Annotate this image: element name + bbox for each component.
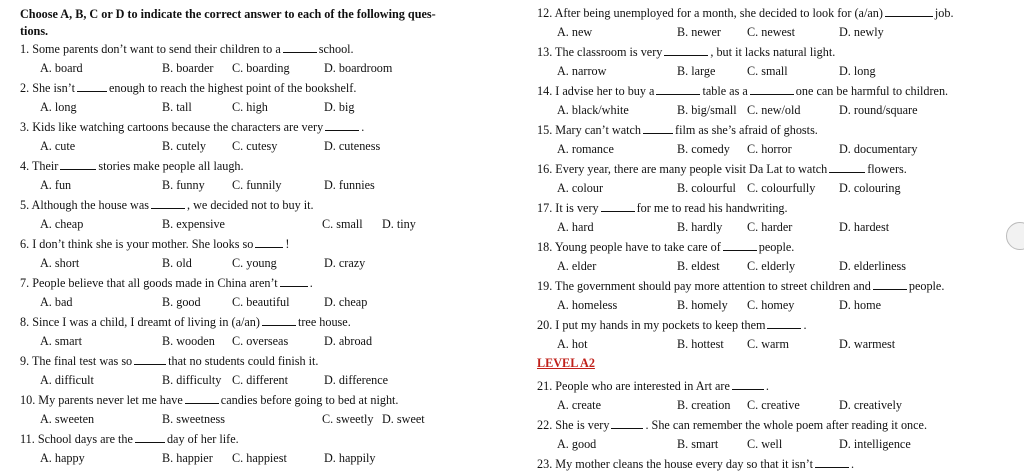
option-c[interactable]: C. overseas [232, 334, 289, 348]
option-c[interactable]: C. young [232, 256, 277, 270]
question-text-part: 13. The classroom is very [537, 45, 663, 59]
option-d[interactable]: D. colouring [839, 181, 901, 195]
option-d[interactable]: D. documentary [839, 142, 918, 156]
question-text-part: . [850, 457, 855, 471]
question-text-part: people. [908, 279, 945, 293]
option-a[interactable]: A. cheap [40, 217, 84, 231]
option-a[interactable]: A. good [557, 437, 597, 451]
question-2 [20, 80, 356, 96]
option-c[interactable]: C. happiest [232, 451, 287, 465]
question-text-part: that no students could finish it. [168, 354, 319, 368]
option-d[interactable]: D. round/square [839, 103, 918, 117]
question-10 [20, 392, 398, 408]
option-b[interactable]: B. old [162, 256, 192, 270]
answer-blank[interactable] [643, 122, 673, 134]
option-d[interactable]: D. hardest [839, 220, 890, 234]
option-d[interactable]: D. cheap [324, 295, 368, 309]
option-b[interactable]: B. smart [677, 437, 719, 451]
question-text-part: 1. Some parents don’t want to send their children to a [20, 42, 281, 56]
option-c[interactable]: C. newest [747, 25, 796, 39]
option-a[interactable]: A. bad [40, 295, 73, 309]
answer-blank[interactable] [767, 317, 801, 329]
question-text-part: 12. After being unemployed for a month, she decided to look for (a/an) [537, 6, 883, 20]
option-b[interactable]: B. boarder [162, 61, 214, 75]
question-text-part: 14. I advise her to buy a [537, 84, 655, 98]
question-13 [537, 44, 835, 60]
answer-blank[interactable] [255, 236, 283, 248]
question-text-part: . She can remember the whole poem after reading it once. [645, 418, 928, 432]
option-c[interactable]: C. homey [747, 298, 795, 312]
question-8 [20, 314, 351, 330]
option-c[interactable]: C. beautiful [232, 295, 290, 309]
option-b[interactable]: B. funny [162, 178, 205, 192]
answer-blank[interactable] [151, 197, 185, 209]
question-9 [20, 353, 318, 369]
question-text-part: 11. School days are the [20, 432, 133, 446]
option-b[interactable]: B. hardly [677, 220, 723, 234]
option-a[interactable]: A. new [557, 25, 593, 39]
answer-blank[interactable] [885, 5, 933, 17]
option-b[interactable]: B. hottest [677, 337, 724, 351]
option-b[interactable]: B. expensive [162, 217, 225, 231]
option-d[interactable]: D. happily [324, 451, 376, 465]
question-20 [537, 317, 807, 333]
question-text-part: 18. Young people have to take care of [537, 240, 721, 254]
option-a[interactable]: A. narrow [557, 64, 607, 78]
option-c[interactable]: C. well [747, 437, 783, 451]
option-b[interactable]: B. good [162, 295, 201, 309]
answer-blank[interactable] [283, 41, 317, 53]
question-text-part: 9. The final test was so [20, 354, 133, 368]
option-a[interactable]: A. board [40, 61, 83, 75]
option-d[interactable]: D. funnies [324, 178, 375, 192]
answer-blank[interactable] [723, 239, 757, 251]
answer-blank[interactable] [611, 417, 643, 429]
question-23 [537, 456, 854, 472]
scroll-edge-handle[interactable] [1006, 222, 1024, 250]
option-d[interactable]: D. elderliness [839, 259, 907, 273]
question-text-part: 17. It is very [537, 201, 599, 215]
answer-blank[interactable] [656, 83, 700, 95]
option-a[interactable]: A. romance [557, 142, 614, 156]
question-text-part: for me to read his handwriting. [636, 201, 788, 215]
question-6 [20, 236, 289, 252]
question-text-part: 10. My parents never let me have [20, 393, 183, 407]
question-text-part: 5. Although the house was [20, 198, 149, 212]
question-19 [537, 278, 944, 294]
question-text-part: . [309, 276, 313, 290]
question-text-part: . [765, 379, 769, 393]
answer-blank[interactable] [185, 392, 219, 404]
option-a[interactable]: A. hot [557, 337, 588, 351]
option-b[interactable]: B. large [677, 64, 716, 78]
question-18 [537, 239, 794, 255]
option-a[interactable]: A. long [40, 100, 77, 114]
option-b[interactable]: B. sweetness [162, 412, 225, 426]
option-a[interactable]: A. fun [40, 178, 72, 192]
question-text-part: 8. Since I was a child, I dreamt of living in (a/an) [20, 315, 260, 329]
option-d[interactable]: D. abroad [324, 334, 373, 348]
answer-blank[interactable] [601, 200, 635, 212]
option-b[interactable]: B. colourful [677, 181, 736, 195]
option-c[interactable]: C. different [232, 373, 288, 387]
instructions-line-1: Choose A, B, C or D to indicate the correct answer to each of the following ques- [20, 7, 436, 21]
question-text-part: tree house. [297, 315, 351, 329]
question-12 [537, 5, 954, 21]
option-c[interactable]: C. funnily [232, 178, 282, 192]
option-b[interactable]: B. difficulty [162, 373, 222, 387]
option-a[interactable]: A. short [40, 256, 80, 270]
instructions-line-2: tions. [20, 24, 49, 38]
option-d[interactable]: D. creatively [839, 398, 902, 412]
option-b[interactable]: B. newer [677, 25, 721, 39]
question-text-part: one can be harmful to children. [795, 84, 949, 98]
question-text-part: film as she’s afraid of ghosts. [675, 123, 818, 137]
question-1 [20, 41, 354, 57]
option-c[interactable]: C. boarding [232, 61, 290, 75]
question-text-part: 2. She isn’t [20, 81, 75, 95]
question-3 [20, 119, 364, 135]
answer-blank[interactable] [262, 314, 296, 326]
question-text-part: 4. Their [20, 159, 59, 173]
answer-blank[interactable] [664, 44, 708, 56]
question-text-part: flowers. [867, 162, 907, 176]
question-5 [20, 197, 314, 213]
option-c[interactable]: C. creative [747, 398, 800, 412]
option-a[interactable]: A. sweeten [40, 412, 95, 426]
answer-blank[interactable] [732, 378, 764, 390]
question-text-part: people. [758, 240, 795, 254]
question-4 [20, 158, 244, 174]
option-b[interactable]: B. comedy [677, 142, 730, 156]
answer-blank[interactable] [134, 353, 166, 365]
option-b[interactable]: B. eldest [677, 259, 720, 273]
option-b[interactable]: B. wooden [162, 334, 215, 348]
option-d[interactable]: D. sweet [382, 412, 425, 426]
question-text-part: day of her life. [166, 432, 239, 446]
question-21 [537, 378, 769, 394]
answer-blank[interactable] [60, 158, 96, 170]
question-text-part: 21. People who are interested in Art are [537, 379, 730, 393]
option-a[interactable]: A. cute [40, 139, 76, 153]
option-d[interactable]: D. boardroom [324, 61, 393, 75]
question-text-part: stories make people all laugh. [98, 159, 244, 173]
option-d[interactable]: D. big [324, 100, 355, 114]
question-text-part: 23. My mother cleans the house every day so that it isn’t [537, 457, 813, 471]
answer-blank[interactable] [280, 275, 308, 287]
option-a[interactable]: A. smart [40, 334, 82, 348]
option-b[interactable]: B. big/small [677, 103, 737, 117]
option-b[interactable]: B. happier [162, 451, 213, 465]
option-c[interactable]: C. new/old [747, 103, 801, 117]
answer-blank[interactable] [873, 278, 907, 290]
question-text-part: , we decided not to buy it. [186, 198, 314, 212]
question-text-part: job. [934, 6, 954, 20]
option-c[interactable]: C. high [232, 100, 268, 114]
question-text-part: 20. I put my hands in my pockets to keep them [537, 318, 766, 332]
question-text-part: 19. The government should pay more attention to street children and [537, 279, 871, 293]
answer-blank[interactable] [135, 431, 165, 443]
question-text-part: ! [285, 237, 290, 251]
option-a[interactable]: A. black/white [557, 103, 629, 117]
option-a[interactable]: A. homeless [557, 298, 618, 312]
question-7 [20, 275, 313, 291]
question-15 [537, 122, 818, 138]
option-b[interactable]: B. cutely [162, 139, 207, 153]
option-a[interactable]: A. colour [557, 181, 604, 195]
option-c[interactable]: C. elderly [747, 259, 796, 273]
option-c[interactable]: C. harder [747, 220, 793, 234]
option-c[interactable]: C. cutesy [232, 139, 278, 153]
option-b[interactable]: B. tall [162, 100, 192, 114]
answer-blank[interactable] [829, 161, 865, 173]
question-11 [20, 431, 239, 447]
question-text-part: 15. Mary can’t watch [537, 123, 642, 137]
question-text-part: 16. Every year, there are many people visit Da Lat to watch [537, 162, 828, 176]
option-d[interactable]: D. cuteness [324, 139, 381, 153]
option-d[interactable]: D. long [839, 64, 876, 78]
question-text-part: table as a [702, 84, 748, 98]
option-a[interactable]: A. elder [557, 259, 597, 273]
question-17 [537, 200, 788, 216]
option-c[interactable]: C. colourfully [747, 181, 816, 195]
question-text-part: , but it lacks natural light. [710, 45, 836, 59]
question-text-part: candies before going to bed at night. [220, 393, 399, 407]
option-d[interactable]: D. newly [839, 25, 884, 39]
question-16 [537, 161, 907, 177]
question-text-part: . [361, 120, 365, 134]
answer-blank[interactable] [325, 119, 359, 131]
question-text-part: 6. I don’t think she is your mother. She looks so [20, 237, 254, 251]
question-14 [537, 83, 948, 99]
option-d[interactable]: D. tiny [382, 217, 416, 231]
option-d[interactable]: D. warmest [839, 337, 896, 351]
option-d[interactable]: D. difference [324, 373, 389, 387]
option-c[interactable]: C. sweetly [322, 412, 374, 426]
option-d[interactable]: D. intelligence [839, 437, 911, 451]
option-c[interactable]: C. small [747, 64, 788, 78]
option-a[interactable]: A. hard [557, 220, 594, 234]
option-a[interactable]: A. happy [40, 451, 85, 465]
option-b[interactable]: B. homely [677, 298, 728, 312]
question-text-part: 3. Kids like watching cartoons because the characters are very [20, 120, 324, 134]
option-a[interactable]: A. difficult [40, 373, 94, 387]
option-d[interactable]: D. crazy [324, 256, 366, 270]
answer-blank[interactable] [750, 83, 794, 95]
option-b[interactable]: B. creation [677, 398, 731, 412]
question-22 [537, 417, 927, 433]
option-c[interactable]: C. horror [747, 142, 792, 156]
level-label: LEVEL A2 [537, 356, 595, 370]
question-text-part: 7. People believe that all goods made in China aren’t [20, 276, 278, 290]
option-a[interactable]: A. create [557, 398, 601, 412]
question-text-part: enough to reach the highest point of the bookshelf. [108, 81, 357, 95]
question-text-part: 22. She is very [537, 418, 610, 432]
question-text-part: school. [318, 42, 354, 56]
option-d[interactable]: D. home [839, 298, 881, 312]
answer-blank[interactable] [815, 456, 849, 468]
option-c[interactable]: C. warm [747, 337, 789, 351]
answer-blank[interactable] [77, 80, 107, 92]
option-c[interactable]: C. small [322, 217, 363, 231]
question-text-part: . [803, 318, 807, 332]
